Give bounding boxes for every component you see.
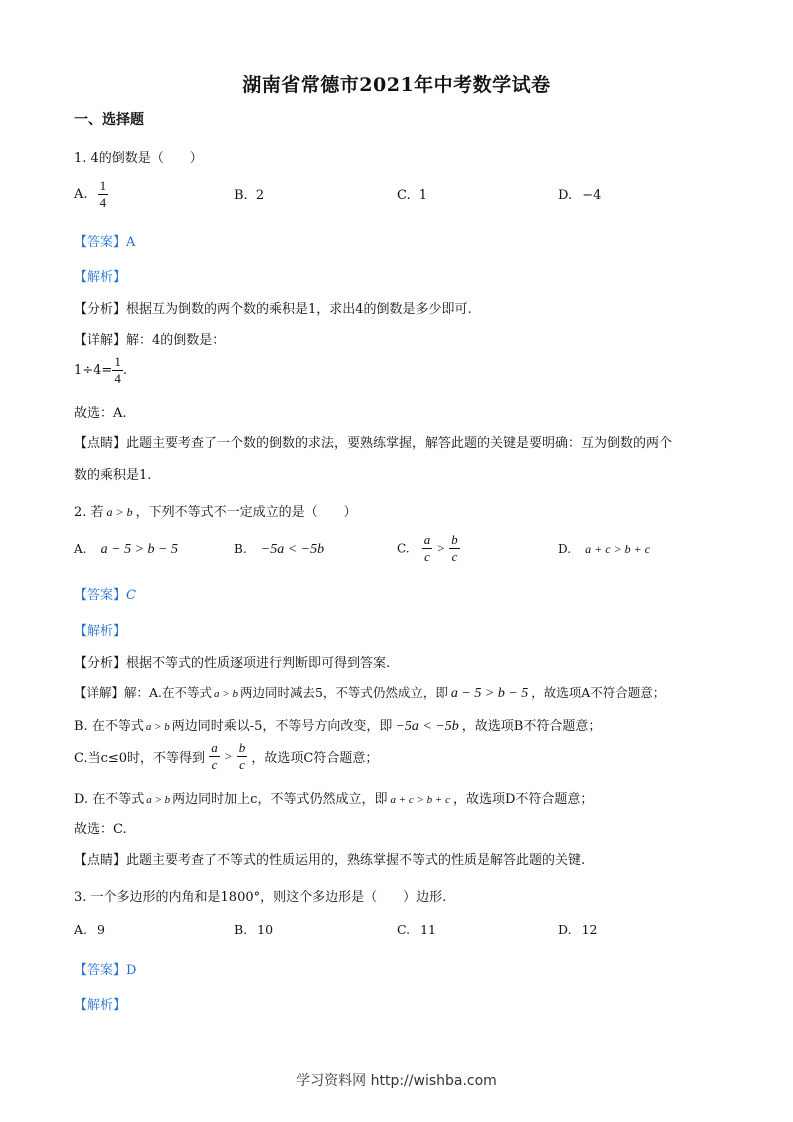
q2-detail-d-text3: ，故选项D不符合题意； — [453, 792, 594, 807]
q2-option-c-label: C. — [397, 541, 410, 556]
q1-option-b-label: B. — [234, 188, 248, 203]
q1-option-a-numerator: 1 — [99, 178, 107, 193]
q2-detail-d-math1: a > b — [146, 794, 171, 806]
q2-detail-a-text3: ，故选项A不符合题意； — [531, 685, 666, 700]
q2-option-b-value: −5a < −5b — [260, 542, 325, 557]
q2-dianjing: 【点睛】此题主要考查了不等式的性质运用的，熟练掌握不等式的性质是解答此题的关键. — [74, 853, 586, 868]
q2-stem-suffix: ，下列不等式不一定成立的是（ ） — [135, 505, 357, 520]
page-title: 湖南省常德市2021年中考数学试卷 — [242, 74, 551, 96]
q1-calc-fraction — [112, 354, 123, 387]
section-heading: 一、选择题 — [74, 112, 144, 128]
q2-detail-b-text2: 两边同时乘以-5，不等号方向改变，即 — [171, 719, 393, 734]
q1-option-a-fraction — [98, 178, 109, 211]
q1-dianjing-line1: 【点睛】此题主要考查了一个数的倒数的求法，要熟练掌握，解答此题的关键是要明确：互为倒数的两个 — [74, 436, 673, 451]
q1-option-b — [234, 188, 264, 203]
q2-detail-b — [74, 715, 601, 735]
q2-detail-a-text1: 【详解】解：A.在不等式 — [74, 685, 213, 700]
q2-option-d — [558, 542, 650, 557]
q3-option-d-value: 12 — [581, 922, 598, 937]
q3-option-c — [397, 922, 436, 937]
q2-detail-c-text1: C.当c≤0时，不等得到 — [74, 751, 206, 766]
q1-option-d — [558, 188, 601, 203]
q2-detail-c-numerator2: b — [238, 740, 246, 755]
q2-detail-c-frac1 — [209, 740, 220, 773]
q3-option-a — [74, 922, 105, 937]
q1-option-c-value: 1 — [418, 188, 428, 203]
q2-option-c — [397, 532, 460, 565]
q3-option-b-label: B. — [234, 922, 248, 937]
q1-option-c-label: C. — [397, 188, 411, 203]
q1-option-d-value: −4 — [582, 188, 602, 203]
answer-tag: 【答案】 — [74, 963, 127, 978]
q2-detail-b-math1: a > b — [145, 721, 170, 733]
q2-option-a — [74, 542, 178, 558]
q2-option-d-label: D. — [558, 542, 572, 556]
q2-option-c-operator: > — [436, 540, 446, 556]
q3-option-c-label: C. — [397, 922, 411, 937]
q2-detail-b-text3: ，故选项B不符合题意； — [461, 719, 602, 734]
q1-calc-suffix: . — [122, 363, 127, 378]
q2-option-a-label: A. — [74, 542, 87, 556]
answer-tag: 【答案】 — [74, 588, 127, 603]
q1-option-d-label: D. — [558, 188, 573, 203]
q1-calc-prefix: 1÷4= — [74, 363, 113, 378]
q3-analysis-tag: 【解析】 — [74, 998, 127, 1013]
q2-choose: 故选：C. — [74, 822, 127, 837]
q1-calc — [74, 354, 127, 387]
footer-watermark: 学习资料网 http://wishba.com — [296, 1073, 497, 1089]
q1-analysis-tag: 【解析】 — [74, 270, 127, 285]
q3-option-a-label: A. — [74, 922, 88, 937]
q2-stem-math: a > b — [106, 505, 133, 519]
q2-detail-b-math2: −5a < −5b — [395, 719, 459, 734]
q1-option-a — [74, 178, 108, 211]
q2-detail-a-text2: 两边同时减去5，不等式仍然成立，即 — [239, 685, 448, 700]
q1-fenxi: 【分析】根据互为倒数的两个数的乘积是1，求出4的倒数是多少即可. — [74, 302, 472, 317]
q2-detail-a-math1: a > b — [214, 688, 238, 700]
q1-option-b-value: 2 — [255, 188, 265, 203]
q2-option-c-frac1 — [422, 532, 433, 565]
q1-option-a-denominator: 4 — [99, 195, 107, 210]
answer-value: A — [126, 235, 136, 250]
q2-option-c-numerator2: b — [451, 532, 458, 547]
q3-option-d-label: D. — [558, 922, 572, 937]
q2-detail-c-denominator1: c — [211, 757, 218, 772]
q2-answer — [74, 584, 136, 603]
q2-detail-c-text3: ，故选项C符合题意； — [251, 751, 379, 766]
q2-detail-a — [74, 683, 665, 702]
q2-option-b — [234, 542, 324, 558]
q2-detail-a-math2: a − 5 > b − 5 — [450, 686, 529, 701]
q2-detail-d-text2: 两边同时加上c，不等式仍然成立，即 — [172, 792, 388, 807]
q3-answer — [74, 959, 136, 978]
answer-value: C — [126, 588, 136, 603]
q1-option-c — [397, 188, 427, 203]
q2-detail-c-numerator1: a — [211, 740, 218, 755]
q3-option-b — [234, 922, 273, 937]
q1-answer — [74, 231, 135, 250]
q2-stem — [74, 501, 357, 520]
q2-option-c-denominator2: c — [451, 549, 458, 564]
q3-option-a-value: 9 — [97, 922, 105, 937]
q2-stem-prefix: 2. 若 — [74, 505, 104, 520]
q2-analysis-tag: 【解析】 — [74, 624, 127, 639]
q2-option-b-label: B. — [234, 542, 247, 556]
q2-detail-c-frac2 — [237, 740, 248, 773]
q2-detail-b-text1: B. 在不等式 — [74, 719, 144, 734]
q2-option-d-value: a + c > b + c — [585, 542, 651, 556]
answer-value: D — [126, 963, 137, 978]
q1-dianjing-line2: 数的乘积是1. — [74, 468, 152, 483]
q2-option-c-numerator1: a — [423, 532, 431, 547]
q2-detail-c-operator: > — [223, 748, 233, 764]
q2-detail-d — [74, 788, 593, 807]
q1-calc-denominator: 4 — [114, 371, 121, 386]
q2-detail-d-math2: a + c > b + c — [390, 794, 450, 806]
q2-detail-c-denominator2: c — [239, 757, 245, 772]
q1-option-a-label: A. — [74, 187, 88, 202]
q2-option-a-value: a − 5 > b − 5 — [100, 542, 178, 557]
q1-stem: 1. 4的倒数是（ ） — [74, 151, 203, 166]
q1-xiangjie: 【详解】解：4的倒数是： — [74, 333, 226, 348]
q1-choose: 故选：A. — [74, 406, 127, 421]
q3-option-b-value: 10 — [257, 922, 274, 937]
q2-fenxi: 【分析】根据不等式的性质逐项进行判断即可得到答案. — [74, 656, 391, 671]
answer-tag: 【答案】 — [74, 235, 127, 250]
q2-detail-d-text1: D. 在不等式 — [74, 792, 145, 807]
q2-detail-c — [74, 740, 378, 773]
q3-stem: 3. 一个多边形的内角和是1800°，则这个多边形是（ ）边形. — [74, 890, 447, 905]
q2-option-c-frac2 — [449, 532, 460, 565]
q1-calc-numerator: 1 — [114, 354, 121, 369]
q3-option-d — [558, 922, 597, 937]
q2-option-c-denominator1: c — [424, 549, 430, 564]
q3-option-c-value: 11 — [420, 922, 436, 937]
